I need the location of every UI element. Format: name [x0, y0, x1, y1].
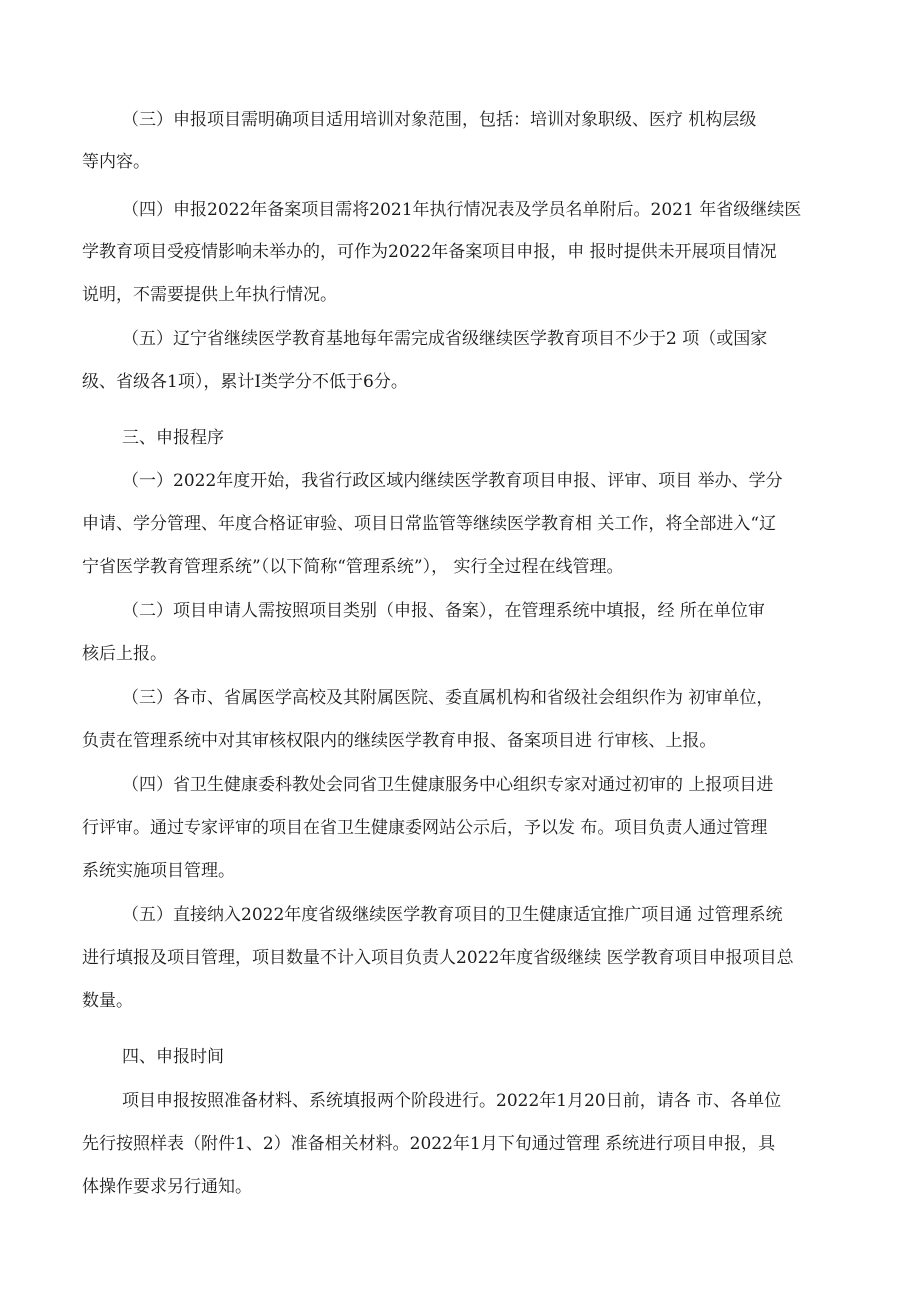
text-line: 负责在管理系统中对其审核权限内的继续医学教育申报、备案项目进 行审核、上报。 [82, 731, 717, 751]
text-line: （三）各市、省属医学高校及其附属医院、委直属机构和省级社会组织作为 初审单位， [122, 688, 774, 708]
text-line: 学教育项目受疫情影响未举办的，可作为2022年备案项目申报，申 报时提供未开展项目情况 [82, 242, 777, 262]
text-line: 行评审。通过专家评审的项目在省卫生健康委网站公示后，予以发 布。项目负责人通过管理 [82, 818, 768, 838]
text-line: 级、省级各1项），累计I类学分不低于6分。 [82, 372, 408, 392]
text-line: （一）2022年度开始，我省行政区域内继续医学教育项目申报、评审、项目 举办、学分 [122, 471, 783, 491]
text-line: 宁省医学教育管理系统”（以下简称“管理系统”）， 实行全过程在线管理。 [82, 557, 624, 577]
text-line: 核后上报。 [82, 644, 167, 664]
text-line: 体操作要求另行通知。 [82, 1177, 252, 1197]
text-line: （四）省卫生健康委科教处会同省卫生健康服务中心组织专家对通过初审的 上报项目进 [122, 775, 774, 795]
text-line: 等内容。 [82, 152, 150, 172]
text-line: 说明，不需要提供上年执行情况。 [82, 285, 337, 305]
text-line: 项目申报按照准备材料、系统填报两个阶段进行。2022年1月20日前，请各 市、各单位 [122, 1091, 782, 1111]
text-line: 先行按照样表（附件1、2）准备相关材料。2022年1月下旬通过管理 系统进行项目申报，具 [82, 1134, 776, 1154]
section-heading: 四、申报时间 [122, 1047, 224, 1067]
text-line: （四）申报2022年备案项目需将2021年执行情况表及学员名单附后。2021 年省级继续医 [122, 200, 802, 220]
text-line: 数量。 [82, 991, 133, 1011]
text-line: （二）项目申请人需按照项目类别（申报、备案），在管理系统中填报，经 所在单位审 [122, 601, 765, 621]
text-line: 进行填报及项目管理，项目数量不计入项目负责人2022年度省级继续 医学教育项目申报项目总 [82, 948, 794, 968]
text-line: （五）直接纳入2022年度省级继续医学教育项目的卫生健康适宜推广项目通 过管理系统 [122, 905, 783, 925]
text-line: （三）申报项目需明确项目适用培训对象范围，包括：培训对象职级、医疗 机构层级 [122, 110, 757, 130]
text-line: （五）辽宁省继续医学教育基地每年需完成省级继续医学教育项目不少于2 项（或国家 [122, 329, 768, 349]
section-heading: 三、申报程序 [122, 428, 224, 448]
text-line: 系统实施项目管理。 [82, 861, 235, 881]
text-line: 申请、学分管理、年度合格证审验、项目日常监管等继续医学教育相 关工作，将全部进入“辽 [82, 514, 777, 534]
